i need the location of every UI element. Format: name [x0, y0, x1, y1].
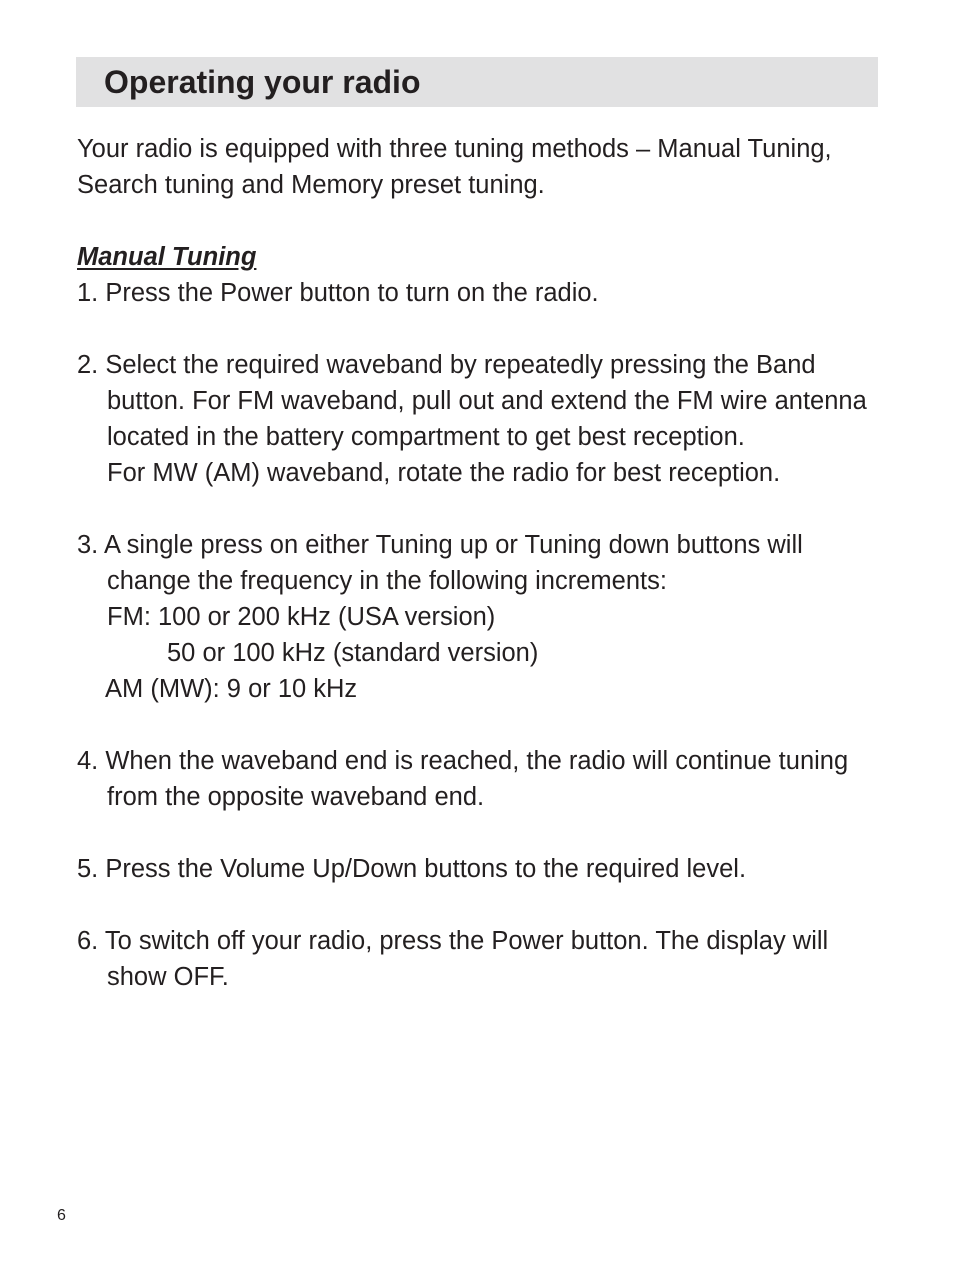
- step-line-fm-standard-increment: 50 or 100 kHz (standard version): [167, 639, 539, 667]
- step-line: from the opposite waveband end.: [107, 783, 485, 811]
- intro-line: Search tuning and Memory preset tuning.: [77, 171, 545, 199]
- spacer: [77, 491, 887, 527]
- page-body: [77, 131, 887, 995]
- step-4: [77, 743, 887, 815]
- step-line: change the frequency in the following increments:: [107, 567, 667, 595]
- step-line: For MW (AM) waveband, rotate the radio for best reception.: [107, 459, 781, 487]
- step-5: [77, 851, 887, 887]
- page-title-bar: [76, 57, 878, 107]
- spacer: [77, 887, 887, 923]
- step-line: show OFF.: [107, 963, 229, 991]
- step-1: [77, 275, 887, 311]
- page-title: Operating your radio: [104, 64, 421, 100]
- spacer: [77, 203, 887, 239]
- step-line: 1. Press the Power button to turn on the radio.: [77, 279, 599, 307]
- spacer: [77, 707, 887, 743]
- step-line: 2. Select the required waveband by repeatedly pressing the Band: [77, 351, 816, 379]
- step-line: button. For FM waveband, pull out and extend the FM wire antenna: [107, 387, 867, 415]
- step-3: [77, 527, 887, 707]
- intro-paragraph: [77, 131, 887, 203]
- step-line: 6. To switch off your radio, press the Power button. The display will: [77, 927, 829, 955]
- step-line: 3. A single press on either Tuning up or Tuning down buttons will: [77, 531, 803, 559]
- step-line-fm-increment: FM: 100 or 200 kHz (USA version): [107, 603, 496, 631]
- step-line: located in the battery compartment to get best reception.: [107, 423, 745, 451]
- step-6: [77, 923, 887, 995]
- spacer: [77, 311, 887, 347]
- step-line-am-increment: AM (MW): 9 or 10 kHz: [105, 675, 358, 703]
- step-2: [77, 347, 887, 491]
- spacer: [77, 815, 887, 851]
- section-heading-manual-tuning: Manual Tuning: [77, 243, 257, 271]
- intro-line: Your radio is equipped with three tuning methods – Manual Tuning,: [77, 135, 832, 163]
- step-line: 4. When the waveband end is reached, the radio will continue tuning: [77, 747, 849, 775]
- page-number: 6: [57, 1207, 66, 1224]
- step-line: 5. Press the Volume Up/Down buttons to the required level.: [77, 855, 747, 883]
